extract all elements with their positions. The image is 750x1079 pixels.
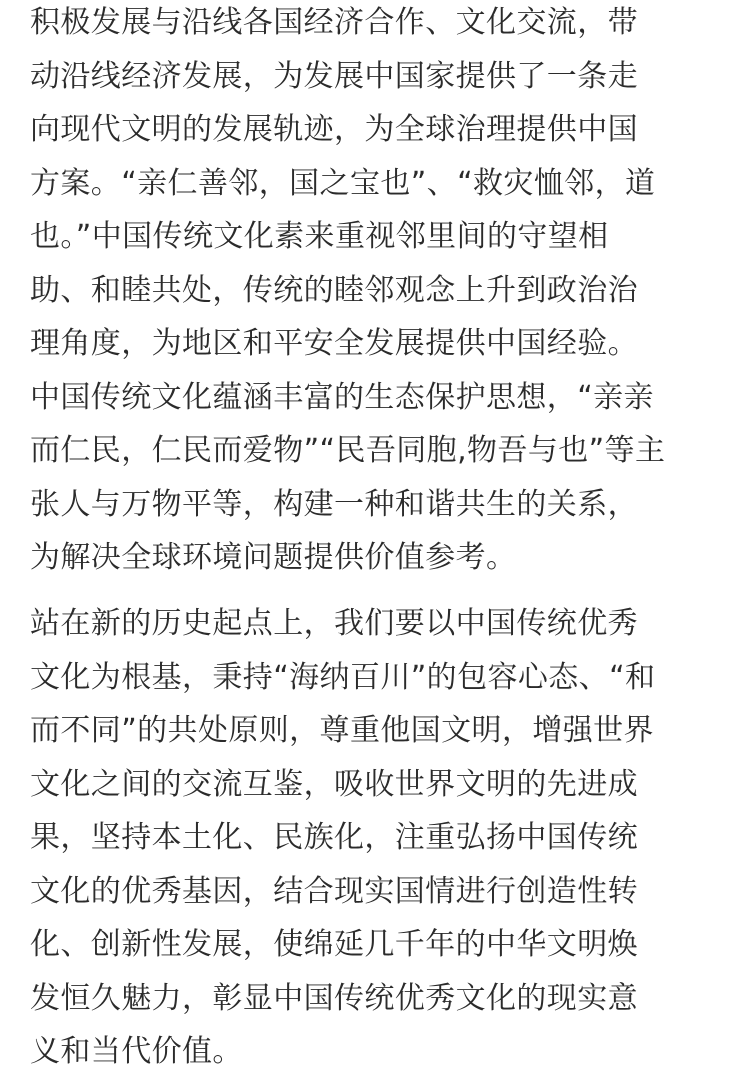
text-line: 为解决全球环境问题提供价值参考。 — [30, 540, 517, 575]
text-line: 也。”中国传统文化素来重视邻里间的守望相 — [30, 219, 609, 254]
text-line: 而不同”的共处原则，尊重他国文明，增强世界 — [30, 713, 654, 748]
text-line: 站在新的历史起点上，我们要以中国传统优秀 — [30, 606, 638, 641]
text-line: 义和当代价值。 — [30, 1034, 243, 1069]
text-line: 积极发展与沿线各国经济合作、文化交流，带 — [30, 5, 638, 40]
text-line: 动沿线经济发展，为发展中国家提供了一条走 — [30, 58, 638, 94]
text-line: 向现代文明的发展轨迹，为全球治理提供中国 — [30, 112, 638, 147]
text-line: 文化之间的交流互鉴，吸收世界文明的先进成 — [30, 766, 638, 802]
text-line: 中国传统文化蕴涵丰富的生态保护思想，“亲亲 — [30, 379, 654, 415]
text-line: 文化为根基，秉持“海纳百川”的包容心态、“和 — [30, 659, 656, 695]
text-line: 文化的优秀基因，结合现实国情进行创造性转 — [30, 873, 638, 909]
text-line: 果，坚持本土化、民族化，注重弘扬中国传统 — [30, 820, 638, 855]
text-line: 张人与万物平等，构建一种和谐共生的关系， — [30, 486, 638, 522]
text-line: 方案。“亲仁善邻，国之宝也”、“救灾恤邻，道 — [30, 165, 656, 201]
text-line: 而仁民，仁民而爱物”“民吾同胞,物吾与也”等主 — [30, 433, 666, 468]
paragraph-2 — [30, 597, 730, 1079]
text-line: 化、创新性发展，使绵延几千年的中华文明焕 — [30, 927, 638, 962]
paragraph-1 — [30, 0, 730, 585]
text-line: 助、和睦共处，传统的睦邻观念上升到政治治 — [30, 272, 638, 308]
text-line: 发恒久魅力，彰显中国传统优秀文化的现实意 — [30, 980, 638, 1016]
text-line: 理角度，为地区和平安全发展提供中国经验。 — [30, 326, 638, 361]
